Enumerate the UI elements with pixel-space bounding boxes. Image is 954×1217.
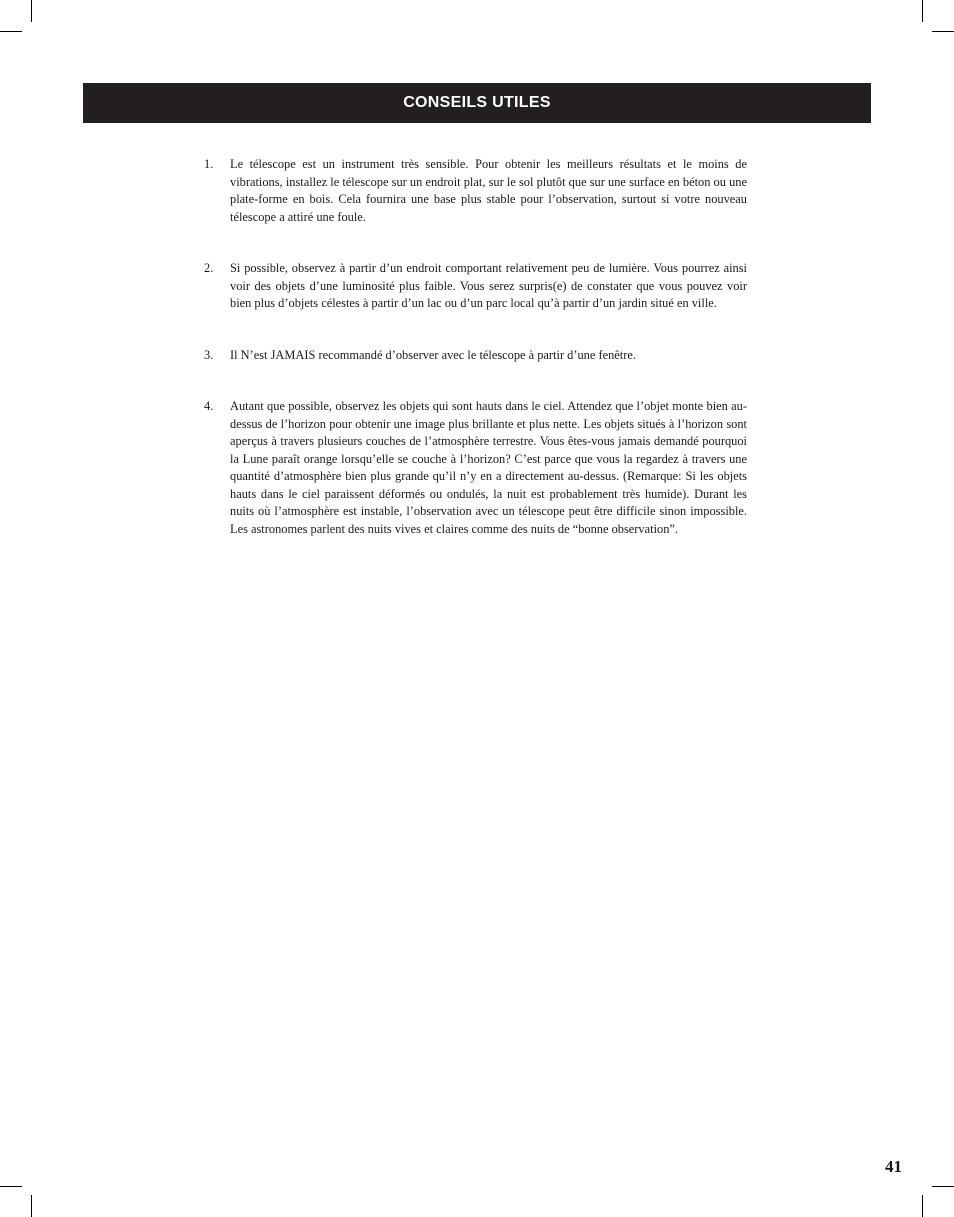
list-item [200,347,747,365]
section-title: CONSEILS UTILES [403,94,551,111]
list-item-text: Il N’est JAMAIS recommandé d’observer avec le télescope à partir d’une fenêtre. [230,347,636,362]
crop-mark [932,31,954,32]
crop-mark [932,1186,954,1187]
tips-list [200,156,747,538]
list-item-number: 4. [204,399,214,413]
crop-mark [922,1195,923,1217]
list-item [200,398,747,538]
crop-mark [31,0,32,22]
list-item [200,156,747,226]
list-item-number: 3. [204,347,214,362]
list-item [200,260,747,313]
crop-mark [922,0,923,22]
list-item-number: 2. [204,261,214,275]
list-item-text: Autant que possible, observez les objets qui sont hauts dans le ciel. Attendez que l’objet monte bien au-dessus de l’horizon pour obtenir une image plus brillante et plus nette. Les objets situés à l’horizon sont aperçus à travers plusieurs couches de l’atmosphère terrestre. Vous êtes-vous jamais demandé pourquoi la Lune paraît orange lorsqu’elle se couche à l’horizon? C’est parce que vous la regardez à travers une quantité d’atmosphère bien plus grande qu’il n’y en a directement au-dessus. (Remarque: Si les objets hauts dans le ciel paraissent déformés ou ondulés, la nuit est probablement très humide). Durant les nuits où l’atmosphère est instable, l’observation avec un télescope peut être difficile sinon impossible. Les astronomes parlent des nuits vives et claires comme des nuits de “bonne observation”. [230,399,747,536]
page-number: 41 [885,1157,902,1176]
crop-mark [31,1195,32,1217]
section-header [83,83,871,123]
crop-mark [0,31,22,32]
list-item-text: Le télescope est un instrument très sensible. Pour obtenir les meilleurs résultats et le moins de vibrations, installez le télescope sur un endroit plat, sur le sol plutôt que sur une surface en béton ou une plate-forme en bois. Cela fournira une base plus stable pour l’observation, surtout si votre nouveau télescope a attiré une foule. [230,157,747,224]
list-item-text: Si possible, observez à partir d’un endroit comportant relativement peu de lumière. Vous pourrez ainsi voir des objets d’une luminosité plus faible. Vous serez surpris(e) de constater que vous pouvez voir bien plus d’objets célestes à partir d’un lac ou d’un parc local qu’à partir d’un jardin situé en ville. [230,261,747,310]
crop-mark [0,1186,22,1187]
list-item-number: 1. [204,157,214,171]
